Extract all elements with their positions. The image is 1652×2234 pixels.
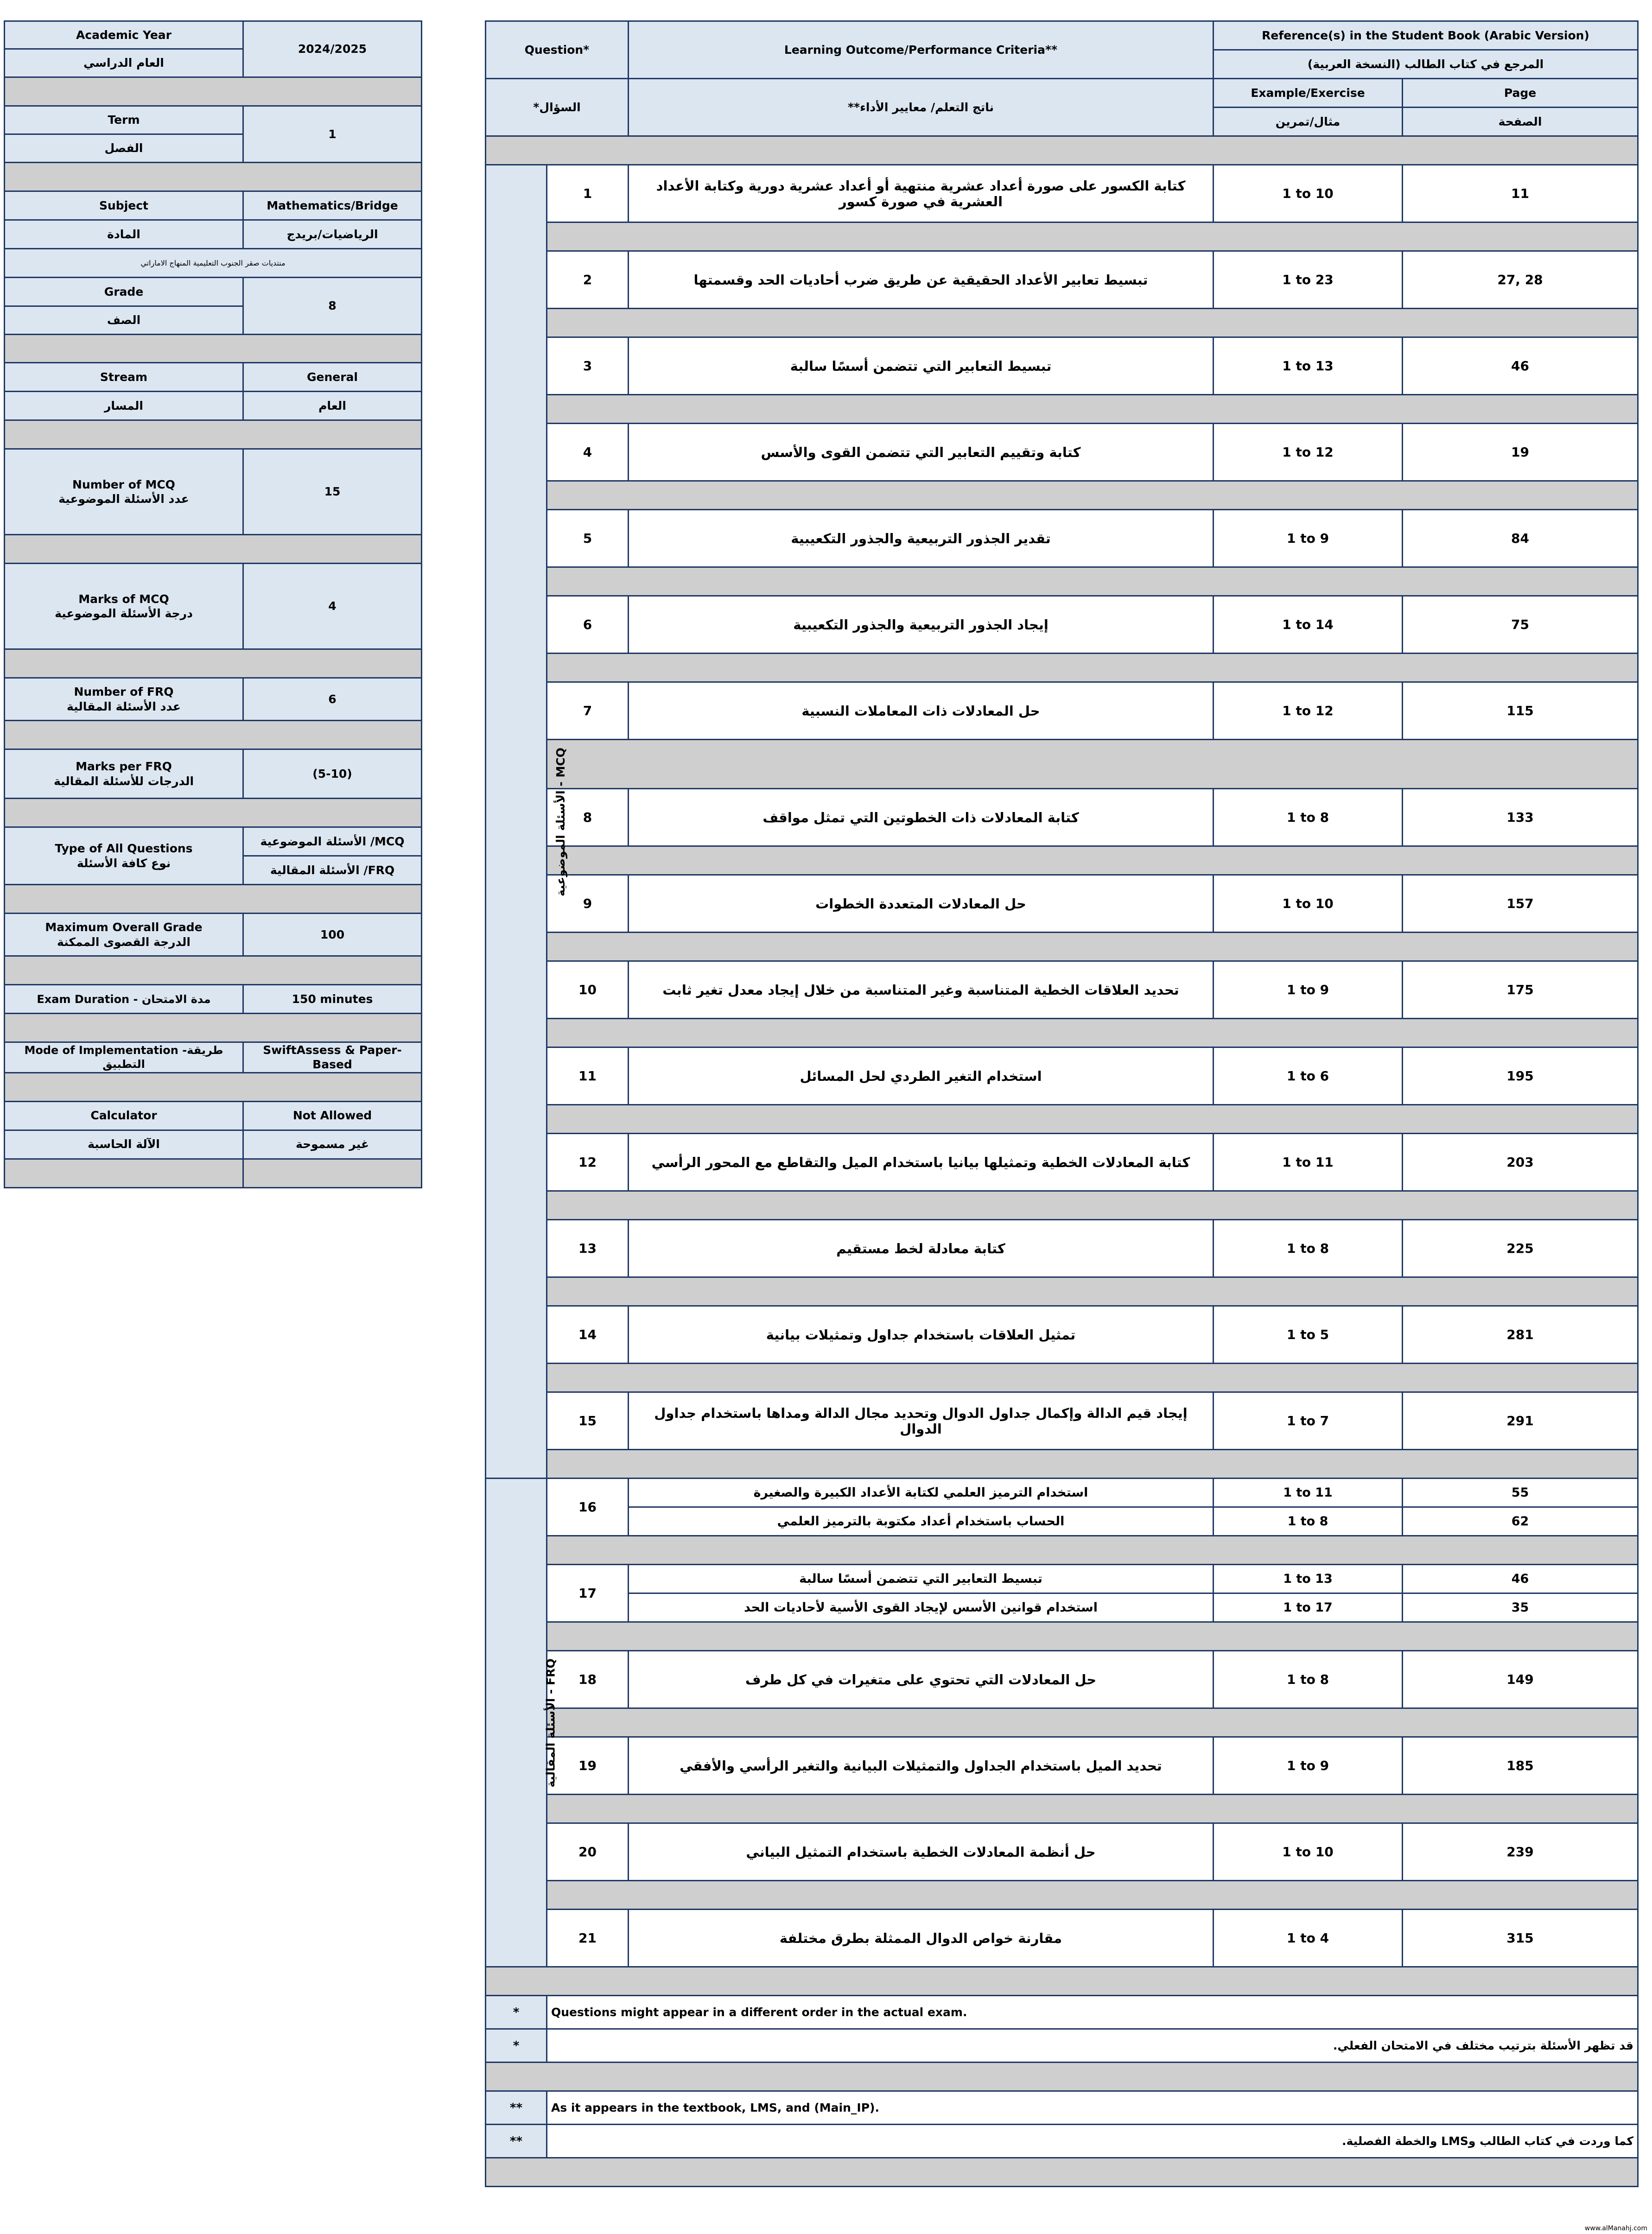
separator-row [547,1191,1638,1220]
note-star: * [486,1996,547,2029]
separator-row [547,1536,1638,1565]
separator-row [547,740,1638,789]
max-grade-value: 100 [243,914,422,956]
calculator-label: Calculator [5,1101,243,1130]
num-mcq-value: 15 [243,449,422,535]
reference-header: Reference(s) in the Student Book (Arabic Version) [1214,21,1638,50]
question-number: 16 [547,1479,629,1536]
separator-row [486,1967,1638,1996]
marks-mcq-label-en: Marks of MCQ [78,592,169,606]
learning-outcome: إيجاد الجذور التربيعية والجذور التكعيبية [629,596,1214,654]
num-mcq-label-ar: عدد الأسئلة الموضوعية [58,492,189,506]
example-range: 1 to 5 [1214,1306,1403,1364]
learning-outcome: تحديد الميل باستخدام الجداول والتمثيلات البيانية والتغير الرأسي والأفقي [629,1737,1214,1795]
separator-row [547,222,1638,251]
learning-outcome: كتابة معادلة لخط مستقيم [629,1220,1214,1277]
separator-row [5,1073,422,1101]
learning-outcome: كتابة المعادلات الخطية وتمثيلها بيانيا باستخدام الميل والتقاطع مع المحور الرأسي [629,1134,1214,1191]
separator-row [547,395,1638,424]
example-range: 1 to 9 [1214,510,1403,567]
question-type-label-ar: نوع كافة الأسئلة [76,856,171,870]
stream-label-ar: المسار [5,392,243,420]
page-reference: 175 [1403,961,1638,1019]
question-number: 7 [547,682,629,740]
example-range: 1 to 9 [1214,1737,1403,1795]
separator-row [5,335,422,363]
question-number: 11 [547,1047,629,1105]
frq-section-label [486,1479,558,1967]
separator-row [547,1795,1638,1823]
max-grade-label-en: Maximum Overall Grade [45,920,203,934]
page-reference: 133 [1403,789,1638,846]
question-header-ar: السؤال* [486,79,629,136]
note-order-ar: قد تظهر الأسئلة بترتيب مختلف في الامتحان الفعلي. [547,2029,1638,2063]
learning-outcomes-table [485,20,1639,2187]
separator-row [547,1881,1638,1910]
separator-cell [243,1159,422,1187]
example-range: 1 to 4 [1214,1910,1403,1967]
question-number: 9 [547,875,629,933]
separator-row [5,163,422,191]
separator-row [547,1450,1638,1479]
page-reference: 46 [1403,337,1638,395]
separator-row [547,481,1638,510]
note-star: * [486,2029,547,2063]
question-number: 13 [547,1220,629,1277]
max-grade-label [5,914,243,956]
page-reference: 75 [1403,596,1638,654]
example-header: Example/Exercise [1214,79,1403,108]
grade-label: Grade [5,278,243,306]
exam-duration-value: 150 minutes [243,985,422,1014]
page-reference: 35 [1403,1593,1638,1622]
calculator-value-ar: غير مسموحة [243,1130,422,1159]
learning-outcome: كتابة وتقييم التعابير التي تتضمن القوى والأسس [629,424,1214,481]
page-reference: 62 [1403,1507,1638,1536]
note-double-star: ** [486,2125,547,2158]
note-source-ar: كما وردت في كتاب الطالب وLMS والخطة الفصلية. [547,2125,1638,2158]
separator-row [486,136,1638,165]
example-range: 1 to 6 [1214,1047,1403,1105]
academic-year-label-ar: العام الدراسي [5,49,243,77]
separator-row [547,1019,1638,1047]
mcq-section-label [486,165,567,1479]
marks-frq-label [5,749,243,799]
marks-mcq-label [5,564,243,649]
question-header: Question* [486,21,629,79]
page-reference: 19 [1403,424,1638,481]
grade-label-ar: الصف [5,306,243,335]
example-range: 1 to 17 [1214,1593,1403,1622]
mcq-section-text: MCQ - الأسئلة الموضوعية [553,748,567,896]
page-reference: 157 [1403,875,1638,933]
separator-row [5,885,422,914]
page-reference: 149 [1403,1651,1638,1708]
learning-outcome: حل المعادلات ذات المعاملات النسبية [629,682,1214,740]
learning-outcome: كتابة الكسور على صورة أعداد عشرية منتهية أو أعداد عشرية دورية وكتابة الأعداد العشرية في صورة كسور [629,165,1214,222]
separator-row [547,1622,1638,1651]
question-number: 19 [547,1737,629,1795]
example-range: 1 to 7 [1214,1392,1403,1450]
learning-outcome: تبسيط التعابير التي تتضمن أسسًا سالبة [629,1565,1214,1593]
learning-outcome: حل أنظمة المعادلات الخطية باستخدام التمثيل البياني [629,1823,1214,1881]
page-reference: 115 [1403,682,1638,740]
separator-cell [5,1159,243,1187]
term-label: Term [5,106,243,134]
question-type-label [5,827,243,885]
separator-row [547,846,1638,875]
term-value: 1 [243,106,422,163]
page-reference: 84 [1403,510,1638,567]
example-range: 1 to 12 [1214,424,1403,481]
page-reference: 27, 28 [1403,251,1638,309]
marks-frq-value: (5-10) [243,749,422,799]
example-range: 1 to 11 [1214,1479,1403,1507]
separator-row [486,2063,1638,2091]
stream-label: Stream [5,363,243,392]
example-header-ar: مثال/تمرين [1214,108,1403,136]
question-number: 2 [547,251,629,309]
example-range: 1 to 8 [1214,1220,1403,1277]
separator-row [5,420,422,449]
separator-row [547,1708,1638,1737]
note-double-star: ** [486,2091,547,2125]
learning-outcome: تحديد العلاقات الخطية المتناسبة وغير المتناسبة من خلال إيجاد معدل تغير ثابت [629,961,1214,1019]
page-reference: 225 [1403,1220,1638,1277]
learning-outcome-header-ar: ناتج التعلم/ معايير الأداء** [629,79,1214,136]
learning-outcome: استخدام قوانين الأسس لإيجاد القوى الأسية لأحاديات الحد [629,1593,1214,1622]
question-number: 5 [547,510,629,567]
question-type-label-en: Type of All Questions [55,842,193,856]
learning-outcome: إيجاد قيم الدالة وإكمال جداول الدوال وتحديد مجال الدالة ومداها باستخدام جداول الدوال [629,1392,1214,1450]
question-number: 3 [547,337,629,395]
learning-outcome: تمثيل العلاقات باستخدام جداول وتمثيلات بيانية [629,1306,1214,1364]
reference-header-ar: المرجع في كتاب الطالب (النسخة العربية) [1214,50,1638,79]
learning-outcome: الحساب باستخدام أعداد مكتوبة بالترميز العلمي [629,1507,1214,1536]
exam-duration-label: Exam Duration - مدة الامتحان [5,985,243,1014]
mode-label: Mode of Implementation -طريقة التطبيق [5,1042,243,1073]
example-range: 1 to 10 [1214,1823,1403,1881]
example-range: 1 to 8 [1214,789,1403,846]
page-reference: 46 [1403,1565,1638,1593]
learning-outcome: كتابة المعادلات ذات الخطوتين التي تمثل مواقف [629,789,1214,846]
example-range: 1 to 8 [1214,1651,1403,1708]
page-header: Page [1403,79,1638,108]
separator-row [5,1014,422,1042]
learning-outcome: تقدير الجذور التربيعية والجذور التكعيبية [629,510,1214,567]
separator-row [5,535,422,564]
separator-row [5,77,422,106]
watermark: www.alManahj.com [1584,2225,1647,2232]
learning-outcome: استخدام التغير الطردي لحل المسائل [629,1047,1214,1105]
page-reference: 11 [1403,165,1638,222]
question-number: 10 [547,961,629,1019]
example-range: 1 to 11 [1214,1134,1403,1191]
separator-row [547,567,1638,596]
separator-row [5,649,422,678]
page-header-ar: الصفحة [1403,108,1638,136]
term-label-ar: الفصل [5,134,243,163]
mode-value: SwiftAssess & Paper-Based [243,1042,422,1073]
academic-year-label: Academic Year [5,21,243,49]
page-reference: 203 [1403,1134,1638,1191]
subject-label-ar: المادة [5,220,243,249]
exam-info-panel [4,20,421,1188]
learning-outcome: حل المعادلات المتعددة الخطوات [629,875,1214,933]
separator-row [547,654,1638,682]
subject-value-ar: الرياضيات/بريدج [243,220,422,249]
example-range: 1 to 8 [1214,1507,1403,1536]
separator-row [5,799,422,827]
learning-outcomes-panel [485,20,1637,2187]
example-range: 1 to 10 [1214,875,1403,933]
learning-outcome-header: Learning Outcome/Performance Criteria** [629,21,1214,79]
num-mcq-label-en: Number of MCQ [72,477,175,491]
question-number: 17 [547,1565,629,1622]
question-number: 8 [547,789,629,846]
separator-row [547,1277,1638,1306]
forum-note: منتديات صقر الجنوب التعليمية المنهاج الاماراتي [5,249,422,278]
max-grade-label-ar: الدرجة القصوى الممكنة [57,935,191,949]
marks-mcq-label-ar: درجة الأسئلة الموضوعية [55,607,193,620]
page-reference: 315 [1403,1910,1638,1967]
example-range: 1 to 14 [1214,596,1403,654]
learning-outcome: تبسيط تعابير الأعداد الحقيقية عن طريق ضرب أحاديات الحد وقسمتها [629,251,1214,309]
subject-label: Subject [5,191,243,220]
num-frq-label-ar: عدد الأسئلة المقالية [67,699,181,713]
num-frq-value: 6 [243,678,422,721]
marks-frq-label-ar: الدرجات للأسئلة المقالية [53,774,194,788]
num-frq-label [5,678,243,721]
example-range: 1 to 12 [1214,682,1403,740]
separator-row [547,309,1638,337]
separator-row [486,2158,1638,2187]
page-reference: 195 [1403,1047,1638,1105]
page-reference: 185 [1403,1737,1638,1795]
exam-info-table [4,20,422,1188]
marks-mcq-value: 4 [243,564,422,649]
example-range: 1 to 10 [1214,165,1403,222]
question-type-mcq: MCQ/ الأسئلة الموضوعية [243,827,422,856]
example-range: 1 to 13 [1214,337,1403,395]
question-number: 21 [547,1910,629,1967]
learning-outcome: استخدام الترميز العلمي لكتابة الأعداد الكبيرة والصغيرة [629,1479,1214,1507]
note-order-en: Questions might appear in a different order in the actual exam. [547,1996,1638,2029]
separator-row [547,1105,1638,1134]
example-range: 1 to 13 [1214,1565,1403,1593]
question-number: 6 [547,596,629,654]
page-reference: 239 [1403,1823,1638,1881]
question-number: 12 [547,1134,629,1191]
question-number: 15 [547,1392,629,1450]
separator-row [5,721,422,749]
separator-row [547,1364,1638,1392]
page-reference: 55 [1403,1479,1638,1507]
question-number: 18 [547,1651,629,1708]
example-range: 1 to 23 [1214,251,1403,309]
marks-frq-label-en: Marks per FRQ [76,760,172,774]
question-type-frq: FRQ/ الأسئلة المقالية [243,856,422,885]
academic-year-value: 2024/2025 [243,21,422,77]
question-number: 4 [547,424,629,481]
learning-outcome: تبسيط التعابير التي تتضمن أسسًا سالبة [629,337,1214,395]
num-frq-label-en: Number of FRQ [74,685,174,699]
stream-value-ar: العام [243,392,422,420]
separator-row [547,933,1638,961]
separator-row [5,956,422,985]
calculator-label-ar: الآلة الحاسبة [5,1130,243,1159]
learning-outcome: مقارنة خواص الدوال الممثلة بطرق مختلفة [629,1910,1214,1967]
question-number: 20 [547,1823,629,1881]
example-range: 1 to 9 [1214,961,1403,1019]
num-mcq-label [5,449,243,535]
calculator-value: Not Allowed [243,1101,422,1130]
page-reference: 291 [1403,1392,1638,1450]
note-source-en: As it appears in the textbook, LMS, and (Main_IP). [547,2091,1638,2125]
page-reference: 281 [1403,1306,1638,1364]
stream-value: General [243,363,422,392]
grade-value: 8 [243,278,422,335]
question-number: 1 [547,165,629,222]
frq-section-text: FRQ - الأسئلة المقالية [544,1658,558,1788]
subject-value: Mathematics/Bridge [243,191,422,220]
question-number: 14 [547,1306,629,1364]
learning-outcome: حل المعادلات التي تحتوي على متغيرات في كل طرف [629,1651,1214,1708]
